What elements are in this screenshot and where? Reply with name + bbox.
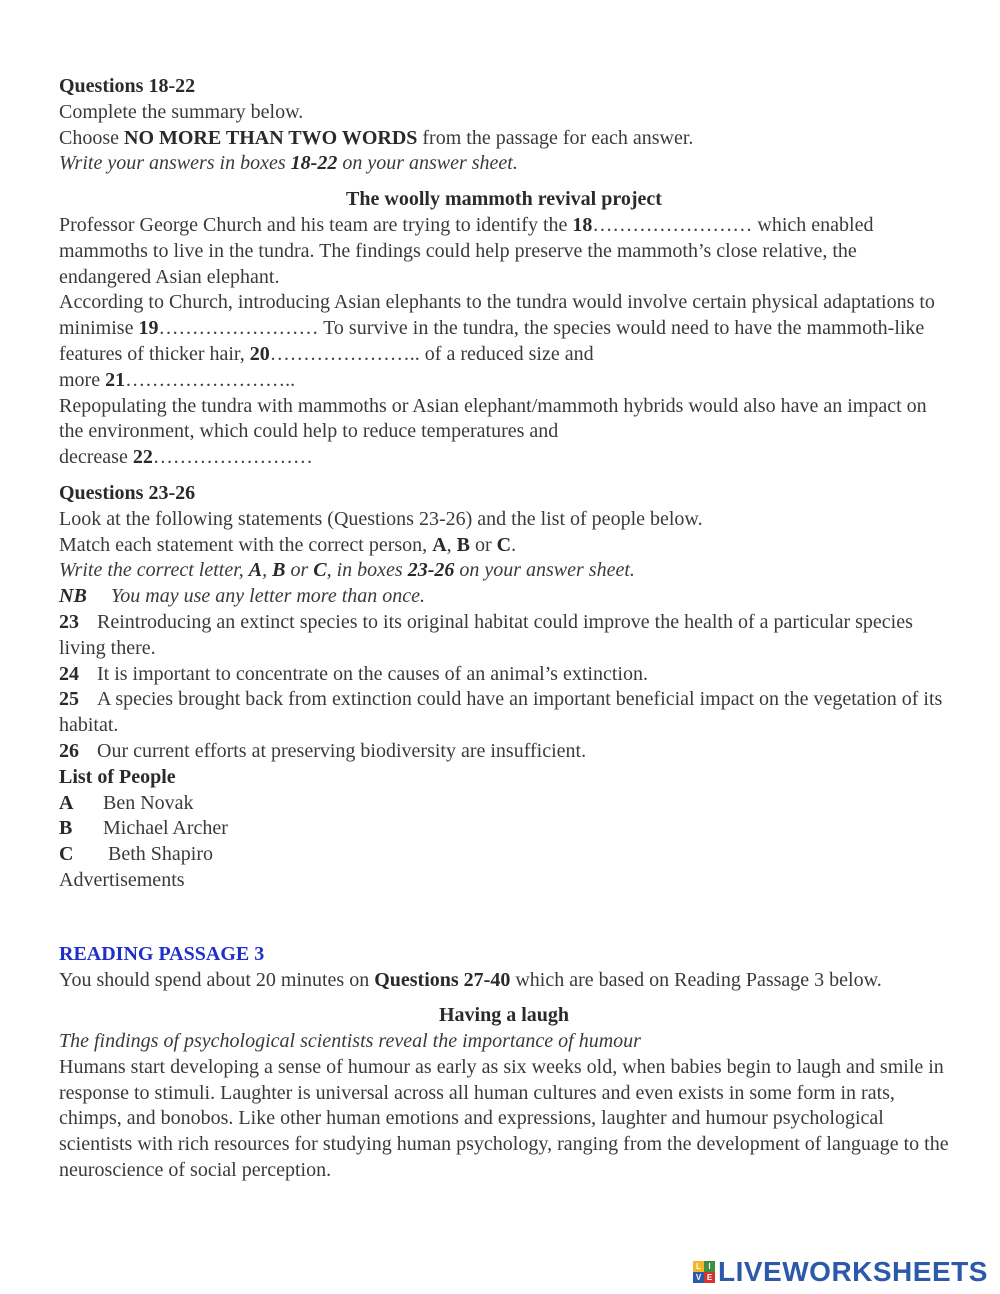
gap-21: 21 — [105, 368, 126, 391]
liveworksheets-wordmark: LIVEWORKSHEETS — [718, 1256, 988, 1287]
logo-letter-l: L — [693, 1261, 704, 1272]
gap-20: 20 — [249, 342, 270, 365]
statement-23: 23 Reintroducing an extinct species to its original habitat could improve the health of a particular species living there. — [59, 610, 913, 659]
instruction-look: Look at the following statements (Questions 23-26) and the list of people below. — [59, 507, 703, 530]
statement-26: 26 Our current efforts at preserving biodiversity are insufficient. — [59, 739, 587, 762]
person-c: C Beth Shapiro — [59, 843, 213, 866]
instruction-match: Match each statement with the correct person, A, B or C. — [59, 533, 517, 556]
summary-title: The woolly mammoth revival project — [346, 188, 662, 211]
liveworksheets-logo-icon — [693, 1261, 715, 1283]
logo-letter-v: V — [693, 1272, 704, 1283]
summary-paragraph-3: Repopulating the tundra with mammoths or Asian elephant/mammoth hybrids would also have an impact on the environment, which could help to reduce temperatures and decrease 22…………………… — [59, 394, 927, 469]
passage-subtitle: The findings of psychological scientists reveal the importance of humour — [59, 1030, 641, 1053]
summary-paragraph-1: Professor George Church and his team are trying to identify the 18…………………… which enabled mammoths to live in the tundra. The findings could help preserve the mammoth’s close relative, the endangered Asian elephant. — [59, 213, 874, 288]
logo-letter-i: I — [704, 1261, 715, 1272]
instruction-complete: Complete the summary below. — [59, 100, 304, 123]
questions-23-26-heading: Questions 23-26 — [59, 481, 196, 504]
questions-18-22-heading: Questions 18-22 — [59, 75, 196, 97]
instruction-write: Write your answers in boxes 18-22 on your answer sheet. — [59, 152, 518, 175]
passage-title: Having a laugh — [438, 1004, 570, 1027]
gap-19: 19 — [138, 317, 159, 340]
instruction-choose: Choose NO MORE THAN TWO WORDS from the passage for each answer. — [59, 126, 694, 149]
nb-note: NB You may use any letter more than once. — [59, 585, 426, 608]
person-b: B Michael Archer — [59, 817, 228, 840]
summary-paragraph-2: According to Church, introducing Asian elephants to the tundra would involve certain physical adaptations to minimise 19…………………… To survive in the tundra, the species would need to have the mammoth-like features of thicker hair, 20………………….. of a reduced size and more 21…………………….. — [59, 291, 935, 391]
passage-intro: You should spend about 20 minutes on Questions 27-40 which are based on Reading Passage 3 below. — [59, 968, 882, 991]
liveworksheets-logo[interactable] — [693, 1256, 988, 1288]
statement-24: 24 It is important to concentrate on the causes of an animal’s extinction. — [59, 662, 648, 685]
statement-25: 25 A species brought back from extinction could have an important beneficial impact on the vegetation of its habitat. — [59, 688, 943, 737]
instruction-write-letter: Write the correct letter, A, B or C, in boxes 23-26 on your answer sheet. — [59, 559, 635, 582]
gap-18: 18 — [572, 213, 593, 236]
list-of-people-heading: List of People — [59, 765, 176, 788]
advertisements-label: Advertisements — [59, 868, 185, 891]
reading-passage-3-heading: READING PASSAGE 3 — [59, 942, 265, 965]
gap-22: 22 — [132, 446, 153, 469]
person-a: A Ben Novak — [59, 791, 194, 814]
logo-letter-e: E — [704, 1272, 715, 1283]
worksheet-page — [59, 74, 949, 1184]
passage-body: Humans start developing a sense of humour as early as six weeks old, when babies begin to laugh and smile in response to stimuli. Laughter is universal across all human cultures and even exists in some form in rats, chimps, and bonobos. Like other human emotions and expressions, laughter and humour psychological scientists with rich resources for studying human psychology, ranging from the development of language to the neuroscience of social perception. — [59, 1055, 949, 1182]
